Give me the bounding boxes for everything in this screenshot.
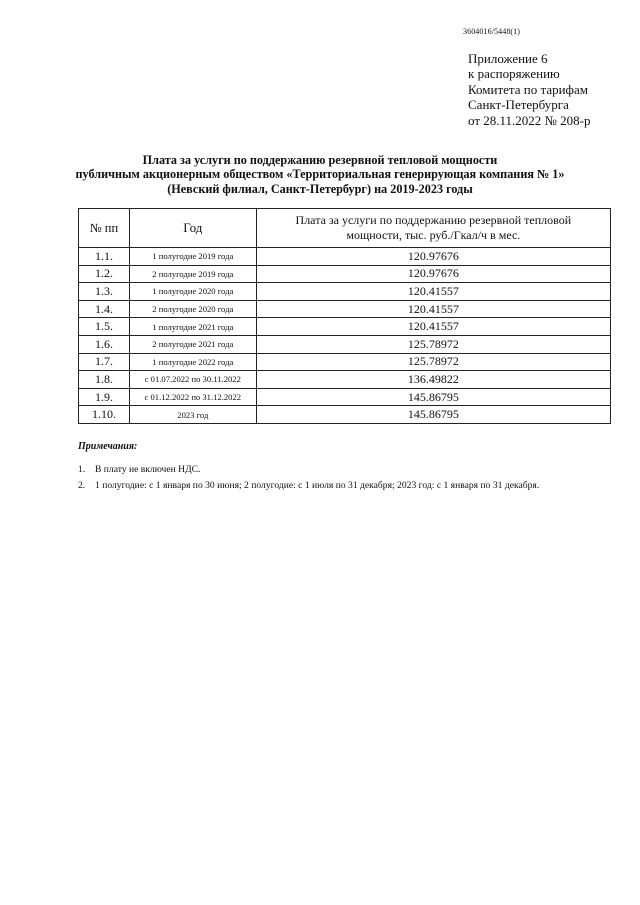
table-row	[79, 248, 611, 266]
note-text: 1 полугодие: с 1 января по 30 июня; 2 полугодие: с 1 июля по 31 декабря; 2023 год: с 1 января по 31 декабря.	[95, 480, 540, 491]
appendix-line: от 28.11.2022 № 208-р	[468, 112, 591, 128]
appendix-line: Санкт-Петербурга	[468, 97, 569, 113]
row-period: 1 полугодие 2021 года	[129, 318, 256, 336]
row-period: 1 полугодие 2022 года	[129, 353, 256, 371]
row-fee: 120.97676	[256, 248, 610, 266]
note-item	[78, 462, 539, 478]
appendix-line: Комитета по тарифам	[468, 81, 588, 97]
table-row	[79, 265, 611, 283]
note-number: 2.	[78, 480, 86, 491]
row-fee: 120.41557	[256, 300, 610, 318]
table-row	[79, 388, 611, 406]
row-number: 1.2.	[79, 265, 130, 283]
row-period: 2023 год	[129, 406, 256, 424]
row-fee: 136.49822	[256, 371, 610, 389]
row-period: 2 полугодие 2020 года	[129, 300, 256, 318]
table-row	[79, 318, 611, 336]
row-fee: 120.97676	[256, 265, 610, 283]
fee-table	[78, 208, 611, 424]
row-number: 1.9.	[79, 388, 130, 406]
table-row	[79, 371, 611, 389]
table-row	[79, 406, 611, 424]
row-period: 1 полугодие 2020 года	[129, 283, 256, 301]
row-number: 1.1.	[79, 248, 130, 266]
row-number: 1.8.	[79, 371, 130, 389]
row-period: с 01.12.2022 по 31.12.2022	[129, 388, 256, 406]
row-number: 1.5.	[79, 318, 130, 336]
title-line: Плата за услуги по поддержанию резервной тепловой мощности	[142, 153, 498, 167]
table-row	[79, 353, 611, 371]
table-row	[79, 300, 611, 318]
table-header-row	[79, 209, 611, 248]
row-number: 1.10.	[79, 406, 130, 424]
table-row	[79, 335, 611, 353]
row-period: 2 полугодие 2019 года	[129, 265, 256, 283]
row-number: 1.4.	[79, 300, 130, 318]
row-fee: 120.41557	[256, 283, 610, 301]
document-title	[0, 153, 640, 196]
title-line: (Невский филиал, Санкт-Петербург) на 2019-2023 годы	[167, 181, 473, 196]
title-line: публичным акционерным обществом «Территориальная генерирующая компания № 1»	[75, 167, 565, 182]
appendix-line: к распоряжению	[468, 66, 560, 82]
row-fee: 120.41557	[256, 318, 610, 336]
row-period: с 01.07.2022 по 30.11.2022	[129, 371, 256, 389]
appendix-line: Приложение 6	[468, 51, 548, 66]
row-fee: 145.86795	[256, 388, 610, 406]
notes-list	[78, 462, 539, 494]
row-number: 1.7.	[79, 353, 130, 371]
note-item	[78, 478, 539, 494]
row-fee: 125.78972	[256, 353, 610, 371]
table-row	[79, 283, 611, 301]
document-id: 3604016/5448(1)	[463, 27, 521, 36]
appendix-block	[468, 51, 591, 128]
row-number: 1.6.	[79, 335, 130, 353]
notes-heading: Примечания:	[78, 441, 138, 452]
note-text: В плату не включен НДС.	[95, 464, 201, 475]
header-number: № пп	[79, 209, 130, 248]
note-number: 1.	[78, 464, 86, 475]
table-body	[79, 248, 611, 424]
row-period: 2 полугодие 2021 года	[129, 335, 256, 353]
row-number: 1.3.	[79, 283, 130, 301]
row-fee: 125.78972	[256, 335, 610, 353]
row-period: 1 полугодие 2019 года	[129, 248, 256, 266]
header-fee: Плата за услуги по поддержанию резервной тепловой мощности, тыс. руб./Гкал/ч в мес.	[256, 209, 610, 248]
header-year: Год	[129, 209, 256, 248]
row-fee: 145.86795	[256, 406, 610, 424]
